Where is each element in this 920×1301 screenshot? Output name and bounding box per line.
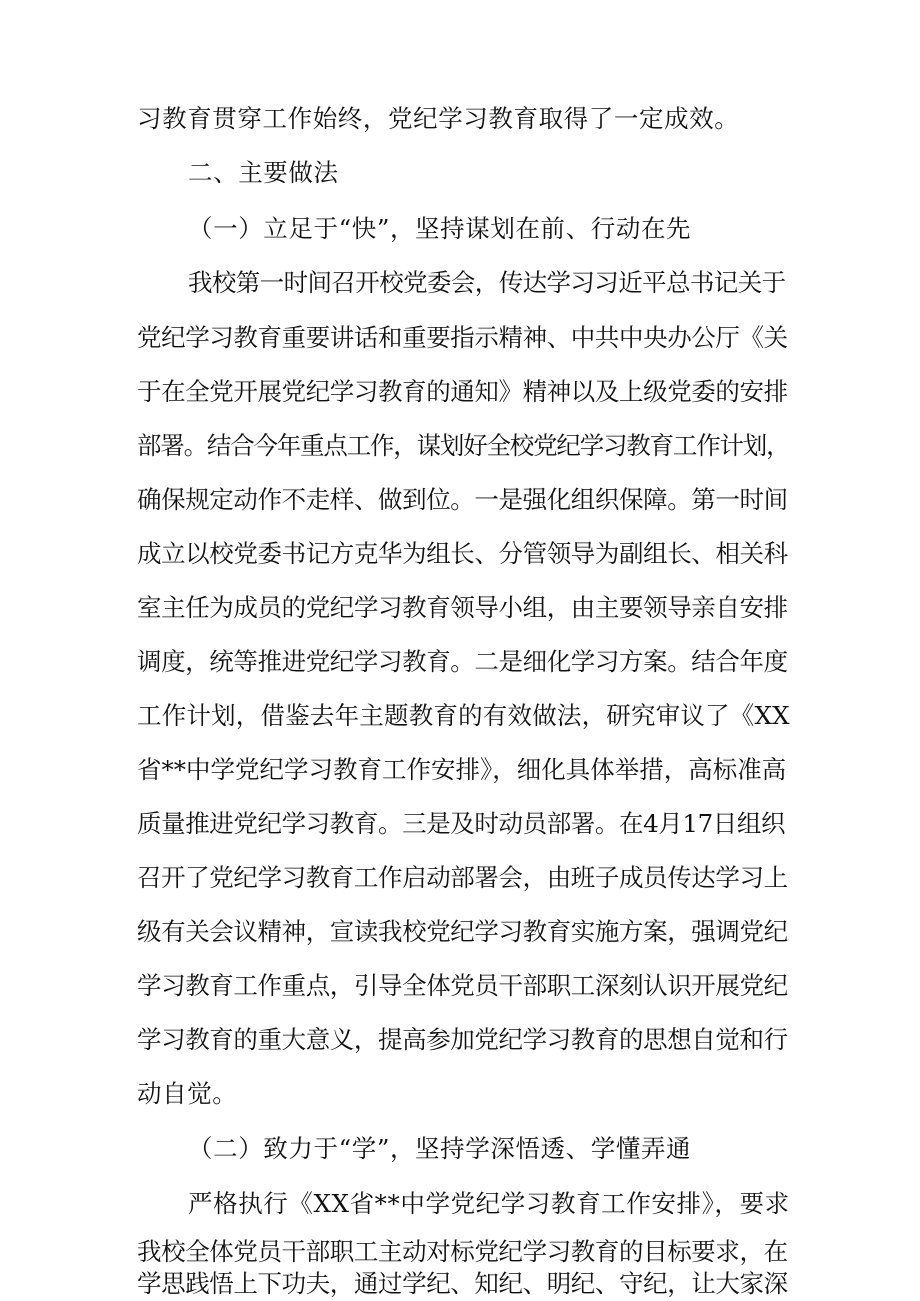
- body-text-line: 动自觉。: [137, 1079, 238, 1108]
- body-text-line: 学思践悟上下功夫，通过学纪、知纪、明纪、守纪，让大家深: [137, 1269, 788, 1298]
- body-text-line: 工作计划，借鉴去年主题教育的有效做法，研究审议了《XX: [137, 701, 790, 730]
- subsection-heading: （二）致力于“学”，坚持学深悟透、学懂弄通: [188, 1134, 692, 1163]
- body-text-line: 学习教育工作重点，引导全体党员干部职工深刻认识开展党纪: [137, 971, 788, 1000]
- body-text-line: 我校全体党员干部职工主动对标党纪学习教育的目标要求，在: [137, 1237, 788, 1266]
- body-text-line: 调度，统等推进党纪学习教育。二是细化学习方案。结合年度: [137, 647, 788, 676]
- subsection-heading: （一）立足于“快”，坚持谋划在前、行动在先: [188, 214, 692, 243]
- body-text-line: 党纪学习教育重要讲话和重要指示精神、中共中央办公厅《关: [137, 323, 788, 352]
- body-text-line: 确保规定动作不走样、做到位。一是强化组织保障。第一时间: [137, 485, 788, 514]
- paragraph-first-line: 严格执行《XX省**中学党纪学习教育工作安排》，要求: [188, 1189, 790, 1218]
- body-text-line: 省**中学党纪学习教育工作安排》，细化具体举措，高标准高: [137, 755, 787, 784]
- body-text-line: 质量推进党纪学习教育。三是及时动员部署。在4月17日组织: [137, 809, 786, 838]
- body-text-line: 部署。结合今年重点工作，谋划好全校党纪学习教育工作计划，: [137, 431, 790, 460]
- body-text-line: 成立以校党委书记方克华为组长、分管领导为副组长、相关科: [137, 539, 788, 568]
- body-text-line: 室主任为成员的党纪学习教育领导小组，由主要领导亲自安排: [137, 593, 788, 622]
- body-text-line: 召开了党纪学习教育工作启动部署会，由班子成员传达学习上: [137, 863, 788, 892]
- body-text-line: 于在全党开展党纪学习教育的通知》精神以及上级党委的安排: [137, 377, 788, 406]
- body-text-line: 级有关会议精神，宣读我校党纪学习教育实施方案，强调党纪: [137, 917, 788, 946]
- section-heading: 二、主要做法: [188, 158, 339, 187]
- body-text-line: 习教育贯穿工作始终，党纪学习教育取得了一定成效。: [137, 104, 740, 133]
- paragraph-first-line: 我校第一时间召开校党委会，传达学习习近平总书记关于: [188, 268, 786, 297]
- body-text-line: 学习教育的重大意义，提高参加党纪学习教育的思想自觉和行: [137, 1025, 788, 1054]
